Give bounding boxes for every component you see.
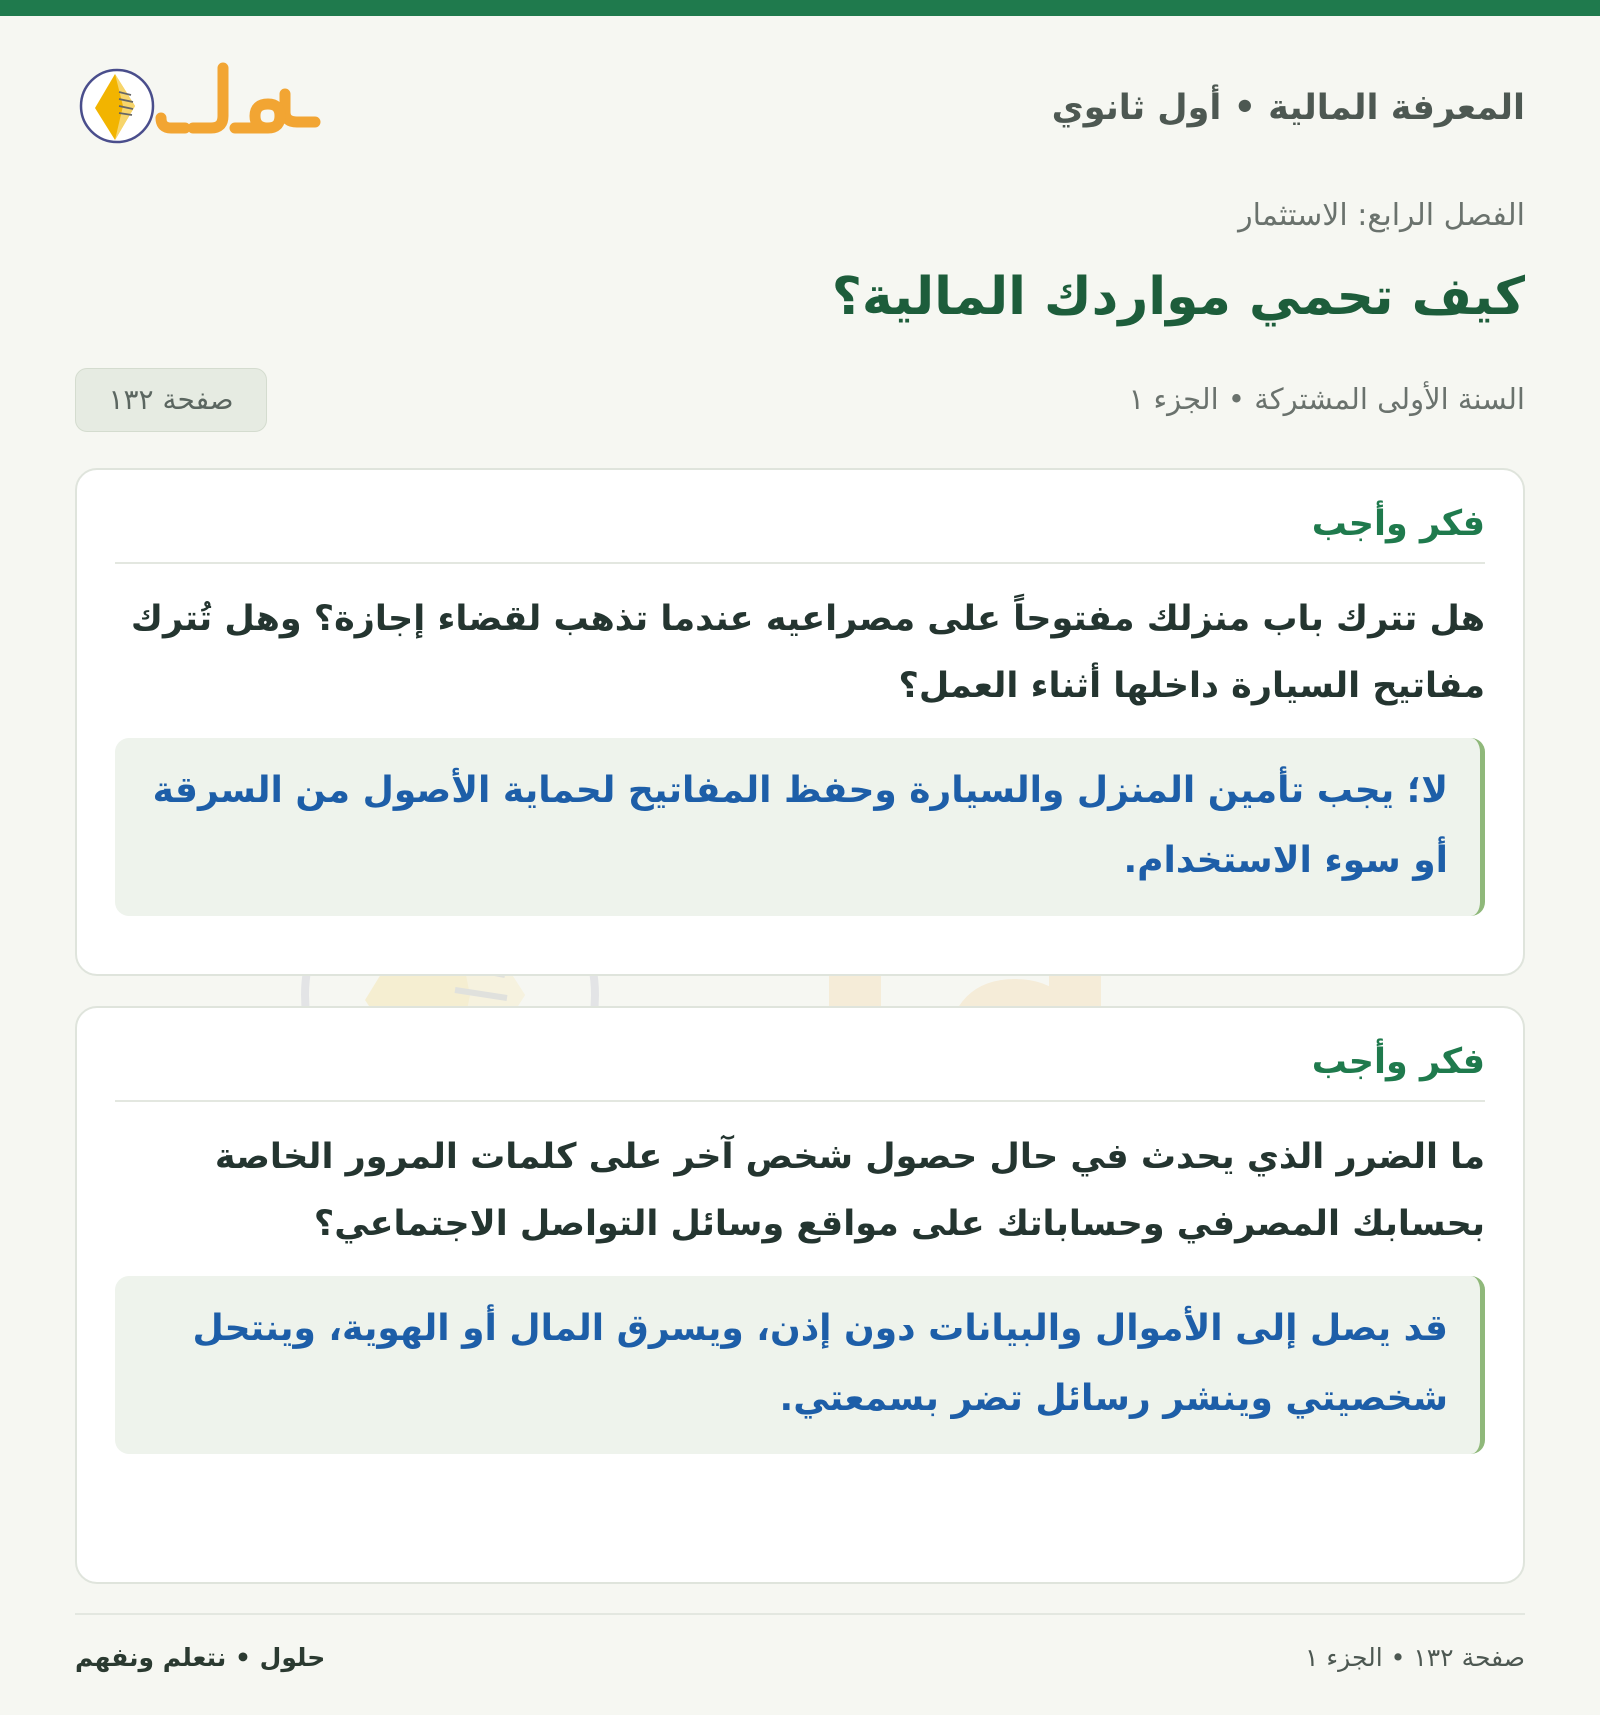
page-number-badge: صفحة ١٣٢: [75, 368, 267, 432]
chapter-label: الفصل الرابع: الاستثمار: [1238, 198, 1525, 233]
card-heading: فكر وأجب: [115, 1038, 1485, 1102]
subject-title: المعرفة المالية • أول ثانوي: [1051, 88, 1525, 128]
page-title: كيف تحمي مواردك المالية؟: [831, 267, 1525, 327]
question-text: ما الضرر الذي يحدث في حال حصول شخص آخر على كلمات المرور الخاصة بحسابك المصرفي وحساباتك على مواقع وسائل التواصل الاجتماعي؟: [214, 1137, 1485, 1244]
page: [0, 16, 1600, 1715]
top-accent-bar: [0, 0, 1600, 16]
page-footer: [75, 1613, 1525, 1695]
answer-box: قد يصل إلى الأموال والبيانات دون إذن، ويسرق المال أو الهوية، وينتحل شخصيتي وينشر رسائل تضر بسمعتي.: [115, 1276, 1485, 1454]
brand-logo[interactable]: [75, 54, 335, 154]
footer-page-info: صفحة ١٣٢ • الجزء ١: [1305, 1643, 1525, 1672]
meta-row: [75, 368, 1525, 434]
page-header: [75, 16, 1525, 198]
question-card: [75, 468, 1525, 976]
footer-tagline: حلول • نتعلم ونفهم: [75, 1643, 326, 1672]
question-card: [75, 1006, 1525, 1584]
card-heading: فكر وأجب: [115, 500, 1485, 564]
answer-box: لا؛ يجب تأمين المنزل والسيارة وحفظ المفاتيح لحماية الأصول من السرقة أو سوء الاستخدام.: [115, 738, 1485, 916]
question-text: هل تترك باب منزلك مفتوحاً على مصراعيه عندما تذهب لقضاء إجازة؟ وهل تُترك مفاتيح السيارة داخلها أثناء العمل؟: [130, 599, 1485, 706]
course-info: السنة الأولى المشتركة • الجزء ١: [1128, 382, 1525, 416]
logo-wordmark: [161, 68, 315, 128]
